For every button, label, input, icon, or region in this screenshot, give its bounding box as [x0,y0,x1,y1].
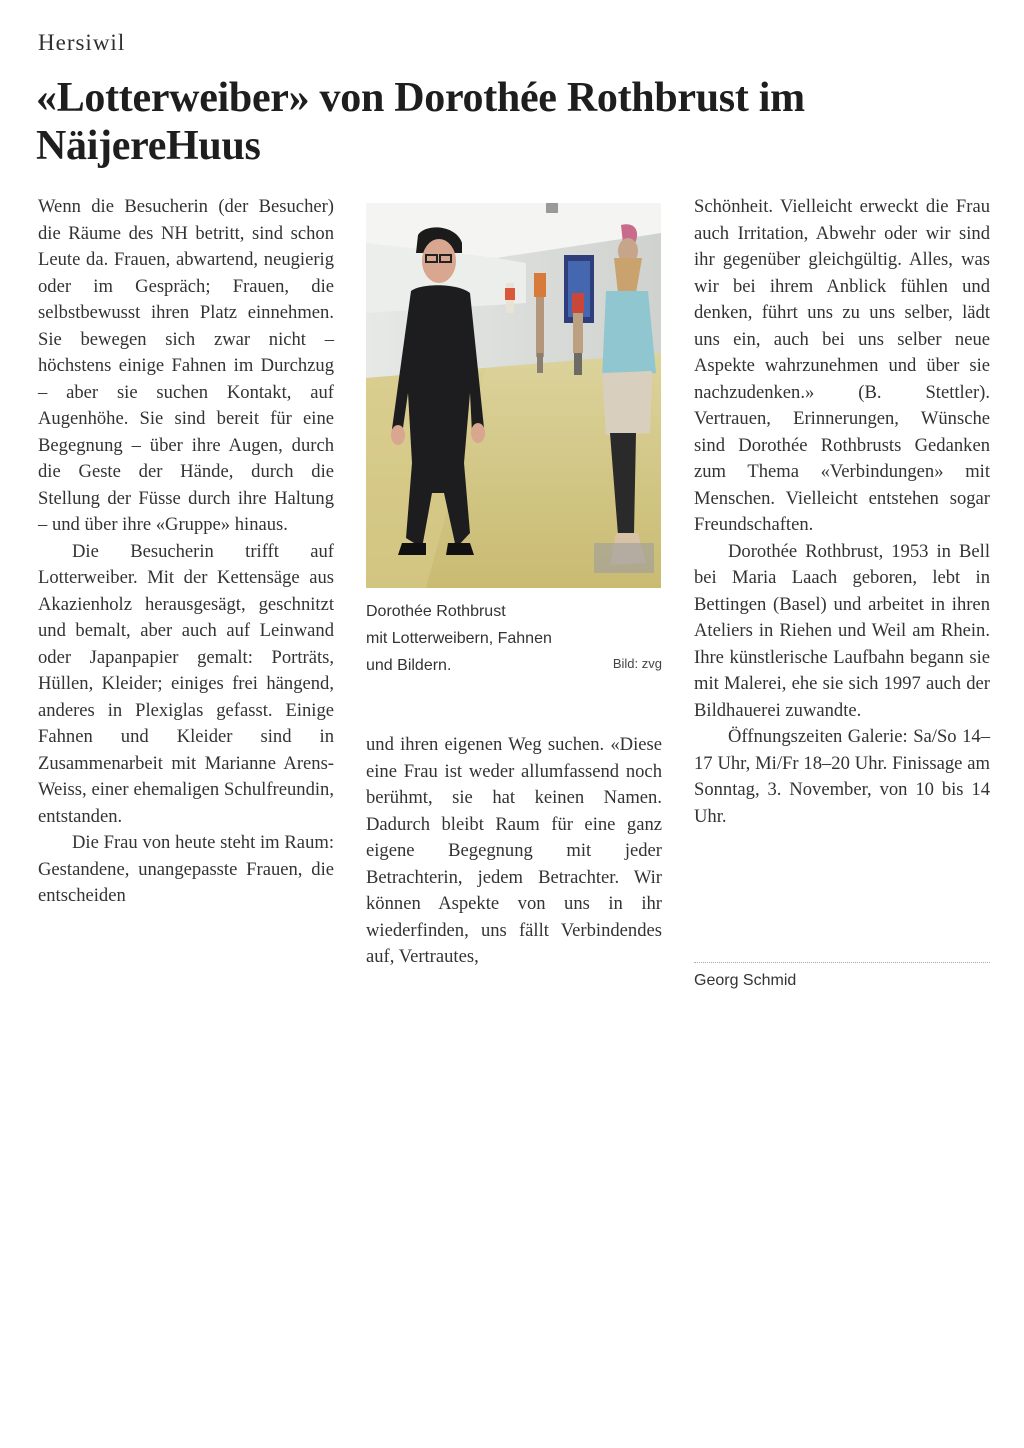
paragraph: Wenn die Besucherin (der Besucher) die Räume des NH betritt, sind schon Leute da. Frauen, abwartend, neugierig oder im Gespräch; Frauen, die selbstbewusst ihren Platz einnehmen. Sie bewegen sich zwar nicht – höchstens einige Fahnen im Durchzug – aber sie suchen Kontakt, auf Augenhöhe. Sie sind bereit für eine Begegnung – über ihre Augen, durch die Geste der Hände, durch die Stellung der Füsse durch ihre Haltung – und über ihre «Gruppe» hinaus. [38,196,334,535]
author-byline: Georg Schmid [694,972,797,989]
paragraph: Die Besucherin trifft auf Lotterweiber. Mit der Kettensäge aus Akazienholz herausgesägt, geschnitzt und bemalt, aber auch auf Leinwand oder Japanpapier gemalt: Porträts, Hüllen, Kleider; einiges frei hängend, anderes in Plexiglas gefasst. Einige Fahnen und Kleider sind in Zusammenarbeit mit Marianne Arens-Weiss, einer ehemaligen Schulfreundin, entstanden. [38,540,334,827]
article-headline: «Lotterweiber» von Dorothée Rothbrust im NäijereHuus [36,75,805,169]
paragraph: Öffnungszeiten Galerie: Sa/So 14–17 Uhr, Mi/Fr 18–20 Uhr. Finissage am Sonntag, 3. November, von 10 bis 14 Uhr. [694,726,990,827]
article-column-3 [694,194,990,830]
caption-line: mit Lotterweibern, Fahnen [366,630,552,647]
photo-credit: Bild: zvg [612,656,662,671]
location-kicker: Hersiwil [38,30,126,55]
article-column-1 [38,194,334,910]
caption-line: Dorothée Rothbrust [366,603,506,620]
article-photo [366,203,661,588]
article-column-2 [366,732,662,971]
paragraph: Dorothée Rothbrust, 1953 in Bell bei Maria Laach geboren, lebt in Bettingen (Basel) und arbeitet in ihren Ateliers in Riehen und Weil am Rhein. Ihre künstlerische Laufbahn begann sie mit Malerei, ehe sie sich 1997 auch der Bildhauerei zuwandte. [694,540,990,721]
caption-line: und Bildern. [366,657,452,674]
paragraph: Die Frau von heute steht im Raum: Gestandene, unangepasste Frauen, die entscheiden [38,832,334,906]
paragraph: und ihren eigenen Weg suchen. «Diese eine Frau ist weder allumfassend noch berühmt, sie hat keinen Namen. Dadurch bleibt Raum für eine ganz eigene Begegnung mit jeder Betrachterin, jedem Betrachter. Wir können Aspekte von uns in ihr wiederfinden, uns fällt Verbindendes auf, Vertrautes, [366,734,662,967]
paragraph: Schönheit. Vielleicht erweckt die Frau auch Irritation, Abwehr oder wir sind ihr gegenüber gleichgültig. Alles, was wir bei ihrem Anblick fühlen und denken, führt uns zu uns selber, lädt uns ein, auch bei uns selber neue Aspekte wahrzunehmen und über sie nachzudenken.» (B. Stettler). Vertrauen, Erinnerungen, Wünsche sind Dorothée Rothbrusts Gedanken zum Thema «Verbindungen» mit Menschen. Vielleicht entstehen sogar Freundschaften. [694,196,990,535]
author-divider [694,962,990,963]
photo-caption [366,598,662,679]
